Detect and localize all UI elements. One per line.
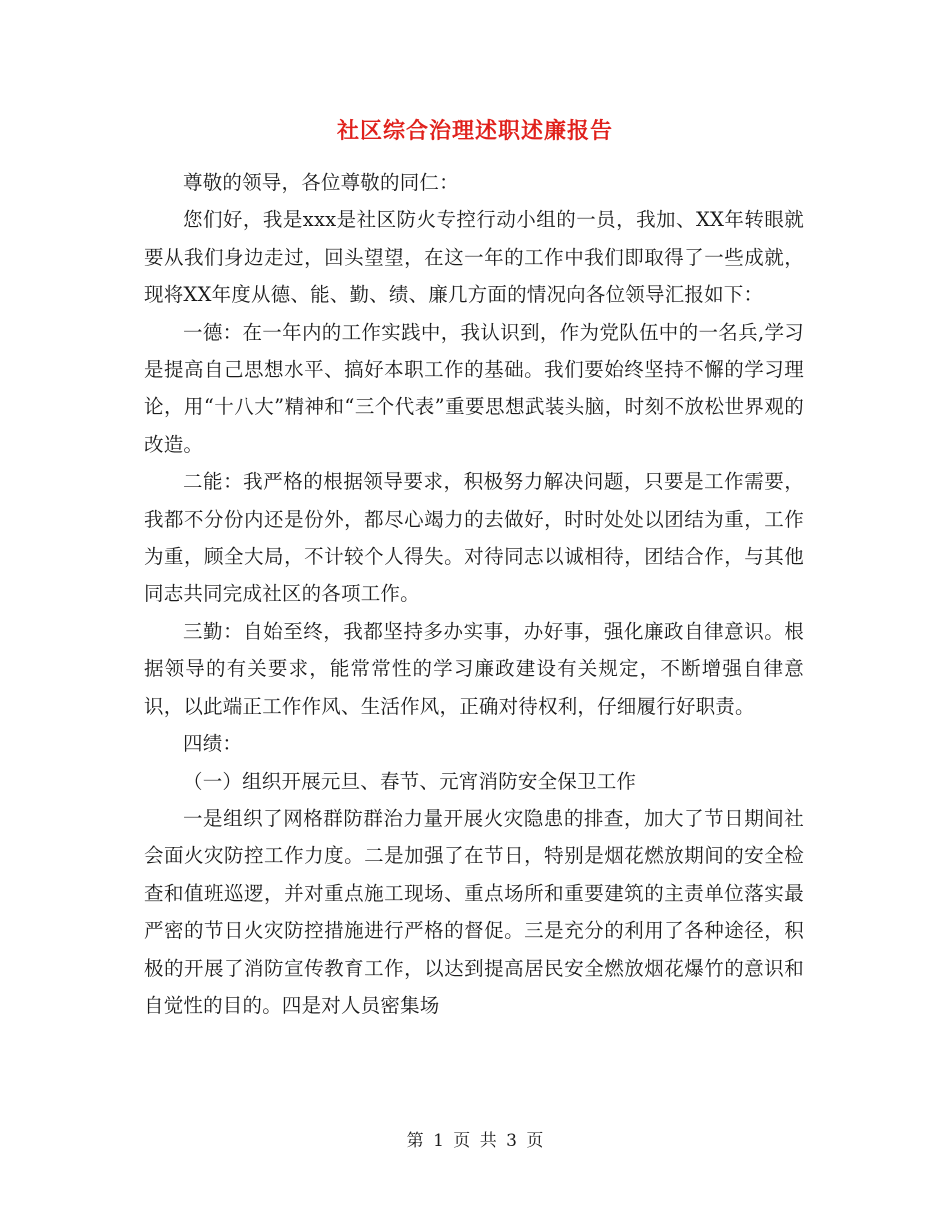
section-one-paragraph: 一是组织了网格群防群治力量开展火灾隐患的排查，加大了节日期间社会面火灾防控工作力度。二是加强了在节日，特别是烟花燃放期间的安全检查和值班巡逻，并对重点施工现场、重点场所和重要建筑的主责单位落实最严密的节日火灾防控措施进行严格的督促。三是充分的利用了各种途径，积极的开展了消防宣传教育工作，以达到提高居民安全燃放烟花爆竹的意识和自觉性的目的。四是对人员密集场 [144,806,804,1017]
ability-paragraph: 二能：我严格的根据领导要求，积极努力解决问题，只要是工作需要，我都不分份内还是份外，都尽心竭力的去做好，时时处处以团结为重，工作为重，顾全大局，不计较个人得失。对待同志以诚相待，团结合作，与其他同志共同完成社区的各项工作。 [144,470,804,606]
salutation-paragraph: 尊敬的领导，各位尊敬的同仁： [183,171,459,194]
intro-paragraph: 您们好，我是xxx是社区防火专控行动小组的一员，我加、XX年转眼就要从我们身边走过，回头望望，在这一年的工作中我们即取得了一些成就，现将XX年度从德、能、勤、绩、廉几方面的情况向各位领导汇报如下： [144,208,804,307]
document-body [144,164,804,1024]
virtue-paragraph: 一德：在一年内的工作实践中，我认识到，作为党队伍中的一名兵,学习是提高自己思想水平、搞好本职工作的基础。我们要始终坚持不懈的学习理论，用“十八大”精神和“三个代表”重要思想武装头脑，时刻不放松世界观的改造。 [144,320,804,456]
diligence-paragraph: 三勤：自始至终，我都坚持多办实事，办好事，强化廉政自律意识。根据领导的有关要求，能常常性的学习廉政建设有关规定，不断增强自律意识，以此端正工作作风、生活作风，正确对待权利，仔细履行好职责。 [144,619,804,718]
achievement-heading: 四绩： [183,732,243,756]
document-title: 社区综合治理述职述廉报告 [336,118,613,144]
page-number-footer: 第 1 页 共 3 页 [406,1131,544,1151]
section-one-heading: （一）组织开展元旦、春节、元宵消防安全保卫工作 [183,769,637,793]
